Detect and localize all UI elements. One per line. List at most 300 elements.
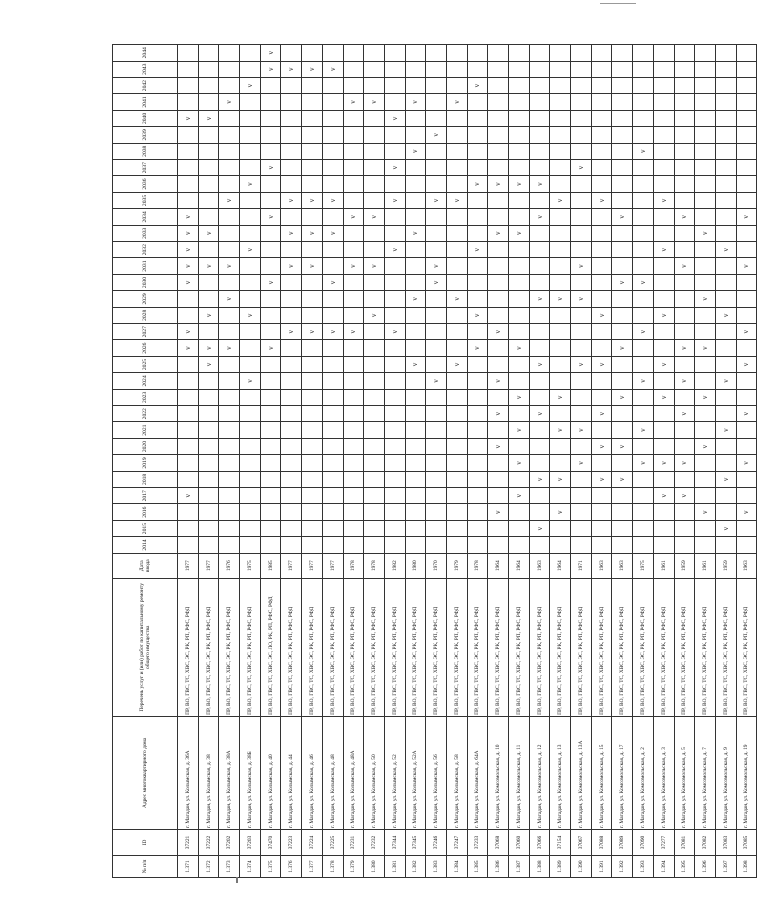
year-cell (653, 356, 674, 372)
row-works: ПР, ВО, ГВС, ТС, ХВС, ЭС, РК, РП, РФС, РФД (364, 578, 385, 716)
year-cell (509, 225, 530, 241)
check-mark: v (411, 149, 420, 153)
year-cell (260, 373, 281, 389)
header-year: 2034 (113, 209, 178, 225)
year-cell (509, 94, 530, 110)
check-mark: v (432, 264, 441, 268)
year-cell (550, 324, 571, 340)
year-cell (633, 504, 654, 520)
year-cell (178, 406, 199, 422)
check-mark: v (638, 461, 647, 465)
year-cell (736, 520, 757, 536)
check-mark: v (473, 83, 482, 88)
year-cell (281, 324, 302, 340)
year-cell (529, 438, 550, 454)
year-cell (343, 159, 364, 175)
year-cell (550, 176, 571, 192)
year-cell (281, 127, 302, 143)
year-cell (653, 389, 674, 405)
year-cell (219, 488, 240, 504)
year-cell (405, 192, 426, 208)
row-works: ПР, ВО, ГВС, ТС, ХВС, ЭС, РК, РП, РФС, РФД (550, 578, 571, 716)
year-cell (653, 77, 674, 93)
check-mark: v (597, 362, 606, 367)
year-cell (219, 192, 240, 208)
check-mark: v (307, 231, 316, 236)
year-cell (488, 143, 509, 159)
table-row (178, 45, 199, 878)
year-cell (426, 225, 447, 241)
check-mark: v (266, 165, 275, 170)
year-cell (260, 192, 281, 208)
year-cell (467, 356, 488, 372)
year-cell (571, 291, 592, 307)
year-cell (446, 258, 467, 274)
year-cell (219, 520, 240, 536)
year-cell (405, 45, 426, 62)
check-mark: v (245, 379, 254, 383)
year-cell (281, 471, 302, 487)
year-cell (178, 110, 199, 126)
year-cell (674, 291, 695, 307)
year-cell (633, 225, 654, 241)
year-cell (571, 45, 592, 62)
year-cell (219, 340, 240, 356)
check-mark: v (742, 510, 751, 514)
year-cell (612, 307, 633, 323)
check-mark: v (597, 444, 606, 449)
year-cell (612, 488, 633, 504)
year-cell (198, 192, 219, 208)
table-row (488, 45, 509, 878)
year-cell (571, 471, 592, 487)
year-cell (653, 537, 674, 553)
year-cell (198, 504, 219, 520)
year-cell (715, 356, 736, 372)
year-cell (384, 110, 405, 126)
table-body (178, 45, 757, 878)
year-cell (488, 324, 509, 340)
row-number: 1.374 (240, 855, 261, 877)
year-cell (446, 61, 467, 77)
year-cell (591, 258, 612, 274)
row-id: 37470 (260, 829, 281, 855)
table-row (529, 45, 550, 878)
year-cell (695, 77, 716, 93)
row-id: 37232 (364, 829, 385, 855)
year-cell (364, 488, 385, 504)
row-year-built: 1970 (426, 553, 447, 578)
year-cell (674, 406, 695, 422)
year-cell (198, 291, 219, 307)
year-cell (302, 274, 323, 290)
year-cell (240, 127, 261, 143)
page-edge-line (600, 3, 636, 4)
year-cell (591, 324, 612, 340)
year-cell (281, 438, 302, 454)
year-cell (198, 241, 219, 257)
row-works: ПР, ВО, ГВС, ТС, ХВС, ЭС, РК, РП, РФС, РФД (695, 578, 716, 716)
year-cell (674, 373, 695, 389)
year-cell (736, 537, 757, 553)
year-cell (633, 45, 654, 62)
check-mark: v (721, 428, 730, 432)
row-works: ПР, ВО, ГВС, ТС, ХВС, ЭС, РК, РП, РФС, РФД (446, 578, 467, 716)
year-cell (529, 45, 550, 62)
check-mark: v (183, 264, 192, 268)
year-cell (219, 274, 240, 290)
year-cell (612, 192, 633, 208)
year-cell (219, 225, 240, 241)
row-id: 37060 (509, 829, 530, 855)
year-cell (488, 373, 509, 389)
check-mark: v (328, 231, 337, 236)
check-mark: v (204, 231, 213, 236)
check-mark: v (576, 264, 585, 268)
year-cell (219, 324, 240, 340)
year-cell (322, 324, 343, 340)
year-cell (426, 143, 447, 159)
year-cell (178, 127, 199, 143)
year-cell (384, 176, 405, 192)
row-year-built: 1977 (302, 553, 323, 578)
row-works: ПР, ВО, ГВС, ТС, ХВС, ЭС, РК, РП, РФС, РФД (384, 578, 405, 716)
year-cell (426, 520, 447, 536)
year-cell (364, 94, 385, 110)
check-mark: v (432, 198, 441, 203)
year-cell (736, 504, 757, 520)
year-cell (736, 127, 757, 143)
row-address: г. Магадан, ул. Колымская, д. 38 (198, 716, 219, 829)
row-works: ПР, ВО, ГВС, ТС, ХВС, ЭС, РК, РП, РФС, РФД (591, 578, 612, 716)
year-cell (736, 373, 757, 389)
year-cell (446, 406, 467, 422)
year-cell (405, 209, 426, 225)
row-address: г. Магадан, ул. Колымская, д. 48А (343, 716, 364, 829)
year-cell (405, 504, 426, 520)
year-cell (736, 324, 757, 340)
year-cell (488, 307, 509, 323)
year-cell (281, 537, 302, 553)
table-row (198, 45, 219, 878)
year-cell (405, 520, 426, 536)
year-cell (674, 143, 695, 159)
row-address: г. Магадан, ул. Колымская, д. 50 (364, 716, 385, 829)
year-cell (343, 422, 364, 438)
year-cell (591, 192, 612, 208)
year-cell (529, 209, 550, 225)
year-cell (219, 127, 240, 143)
year-cell (633, 488, 654, 504)
year-cell (550, 94, 571, 110)
year-cell (302, 455, 323, 471)
year-cell (426, 356, 447, 372)
row-works: ПР, ВО, ГВС, ТС, ХВС, ЭС, РК, РП, РФС, РФД (302, 578, 323, 716)
year-cell (633, 192, 654, 208)
check-mark: v (307, 67, 316, 71)
year-cell (695, 406, 716, 422)
year-cell (364, 422, 385, 438)
year-cell (571, 143, 592, 159)
row-works: ПР, ВО, ГВС, ТС, ХВС, ЭС, РК, РП, РФС, РФД (405, 578, 426, 716)
year-cell (281, 406, 302, 422)
year-cell (240, 61, 261, 77)
year-cell (405, 471, 426, 487)
year-cell (653, 471, 674, 487)
year-cell (446, 356, 467, 372)
year-cell (571, 324, 592, 340)
check-mark: v (390, 116, 399, 121)
year-cell (633, 356, 654, 372)
header-year: 2017 (113, 488, 178, 504)
year-cell (178, 241, 199, 257)
table-row (736, 45, 757, 878)
row-year-built: 1977 (322, 553, 343, 578)
check-mark: v (411, 297, 420, 301)
check-mark: v (245, 182, 254, 186)
check-mark: v (618, 346, 627, 350)
year-cell (178, 504, 199, 520)
check-mark: v (638, 428, 647, 432)
table-row (653, 45, 674, 878)
year-cell (281, 61, 302, 77)
year-cell (529, 274, 550, 290)
year-cell (240, 488, 261, 504)
year-cell (529, 455, 550, 471)
year-cell (302, 422, 323, 438)
check-mark: v (494, 444, 503, 449)
year-cell (736, 209, 757, 225)
year-cell (364, 159, 385, 175)
year-cell (591, 291, 612, 307)
year-cell (322, 258, 343, 274)
year-cell (550, 373, 571, 389)
year-cell (509, 537, 530, 553)
year-cell (653, 45, 674, 62)
check-mark: v (618, 477, 627, 482)
year-cell (529, 373, 550, 389)
year-cell (281, 77, 302, 93)
year-cell (446, 45, 467, 62)
check-mark: v (680, 379, 689, 383)
year-cell (715, 422, 736, 438)
year-cell (302, 77, 323, 93)
check-mark: v (183, 280, 192, 285)
year-cell (591, 110, 612, 126)
year-cell (343, 110, 364, 126)
year-cell (198, 324, 219, 340)
year-cell (446, 209, 467, 225)
header-year: 2019 (113, 455, 178, 471)
year-cell (488, 488, 509, 504)
row-id: 37066 (529, 829, 550, 855)
year-cell (405, 159, 426, 175)
year-cell (384, 159, 405, 175)
year-cell (240, 471, 261, 487)
year-cell (529, 127, 550, 143)
table-row (633, 45, 654, 878)
year-cell (405, 225, 426, 241)
year-cell (178, 537, 199, 553)
year-cell (384, 438, 405, 454)
year-cell (591, 455, 612, 471)
year-cell (509, 324, 530, 340)
year-cell (405, 307, 426, 323)
year-cell (302, 159, 323, 175)
check-mark: v (390, 247, 399, 252)
year-cell (488, 537, 509, 553)
check-mark: v (328, 198, 337, 203)
year-cell (715, 274, 736, 290)
year-cell (446, 438, 467, 454)
year-cell (260, 422, 281, 438)
year-cell (219, 110, 240, 126)
year-cell (695, 438, 716, 454)
check-mark: v (514, 395, 523, 400)
year-cell (260, 471, 281, 487)
year-cell (467, 143, 488, 159)
year-cell (550, 61, 571, 77)
check-mark: v (266, 215, 275, 219)
year-cell (591, 438, 612, 454)
rotated-table-wrapper (112, 44, 751, 878)
year-cell (550, 438, 571, 454)
check-mark: v (638, 280, 647, 285)
year-cell (633, 307, 654, 323)
year-cell (612, 422, 633, 438)
header-year: 2038 (113, 143, 178, 159)
year-cell (260, 127, 281, 143)
year-cell (322, 192, 343, 208)
check-mark: v (452, 100, 461, 104)
year-cell (405, 143, 426, 159)
year-cell (591, 373, 612, 389)
check-mark: v (556, 428, 565, 432)
year-cell (695, 209, 716, 225)
year-cell (240, 159, 261, 175)
row-number: 1.390 (571, 855, 592, 877)
year-cell (322, 455, 343, 471)
year-cell (571, 77, 592, 93)
year-cell (426, 422, 447, 438)
row-number: 1.380 (364, 855, 385, 877)
year-cell (653, 406, 674, 422)
year-cell (695, 389, 716, 405)
row-year-built: 1980 (405, 553, 426, 578)
year-cell (364, 537, 385, 553)
year-cell (405, 389, 426, 405)
year-cell (509, 422, 530, 438)
year-cell (715, 192, 736, 208)
year-cell (198, 45, 219, 62)
year-cell (715, 455, 736, 471)
year-cell (571, 110, 592, 126)
year-cell (488, 192, 509, 208)
row-id: 37090 (633, 829, 654, 855)
year-cell (467, 488, 488, 504)
year-cell (446, 422, 467, 438)
check-mark: v (721, 313, 730, 318)
year-cell (446, 291, 467, 307)
year-cell (529, 176, 550, 192)
year-cell (405, 340, 426, 356)
year-cell (509, 45, 530, 62)
header-year: 2020 (113, 438, 178, 454)
year-cell (364, 520, 385, 536)
year-cell (633, 438, 654, 454)
year-cell (219, 143, 240, 159)
year-cell (529, 77, 550, 93)
year-cell (591, 45, 612, 62)
year-cell (426, 61, 447, 77)
header-year: 2022 (113, 406, 178, 422)
row-address: г. Магадан, ул. Комсомольская, д. 7 (695, 716, 716, 829)
year-cell (509, 274, 530, 290)
year-cell (612, 143, 633, 159)
year-cell (736, 438, 757, 454)
header-year: 2027 (113, 324, 178, 340)
check-mark: v (597, 412, 606, 416)
check-mark: v (328, 67, 337, 71)
year-cell (550, 143, 571, 159)
year-cell (322, 537, 343, 553)
year-cell (736, 77, 757, 93)
year-cell (591, 389, 612, 405)
year-cell (488, 77, 509, 93)
year-cell (550, 77, 571, 93)
year-cell (219, 241, 240, 257)
year-cell (591, 471, 612, 487)
year-cell (384, 373, 405, 389)
row-works: ПР, ВО, ГВС, ТС, ХВС, ЭС, РК, РП, РФС, РФД (736, 578, 757, 716)
check-mark: v (659, 494, 668, 498)
row-number: 1.375 (260, 855, 281, 877)
year-cell (198, 77, 219, 93)
year-cell (674, 127, 695, 143)
check-mark: v (287, 264, 296, 268)
year-cell (715, 241, 736, 257)
year-cell (467, 77, 488, 93)
year-cell (715, 324, 736, 340)
row-number: 1.378 (322, 855, 343, 877)
year-cell (612, 94, 633, 110)
row-address: г. Магадан, ул. Колымская, д. 56 (426, 716, 447, 829)
year-cell (260, 307, 281, 323)
year-cell (198, 356, 219, 372)
year-cell (178, 176, 199, 192)
year-cell (550, 488, 571, 504)
check-mark: v (535, 297, 544, 301)
row-year-built: 1961 (653, 553, 674, 578)
year-cell (715, 61, 736, 77)
check-mark: v (680, 346, 689, 350)
year-cell (633, 520, 654, 536)
year-cell (488, 291, 509, 307)
year-cell (322, 406, 343, 422)
year-cell (695, 61, 716, 77)
year-cell (715, 389, 736, 405)
year-cell (302, 324, 323, 340)
year-cell (302, 209, 323, 225)
year-cell (509, 307, 530, 323)
year-cell (178, 209, 199, 225)
header-year: 2023 (113, 389, 178, 405)
year-cell (467, 324, 488, 340)
year-cell (550, 356, 571, 372)
year-cell (736, 225, 757, 241)
year-cell (612, 537, 633, 553)
year-cell (571, 340, 592, 356)
